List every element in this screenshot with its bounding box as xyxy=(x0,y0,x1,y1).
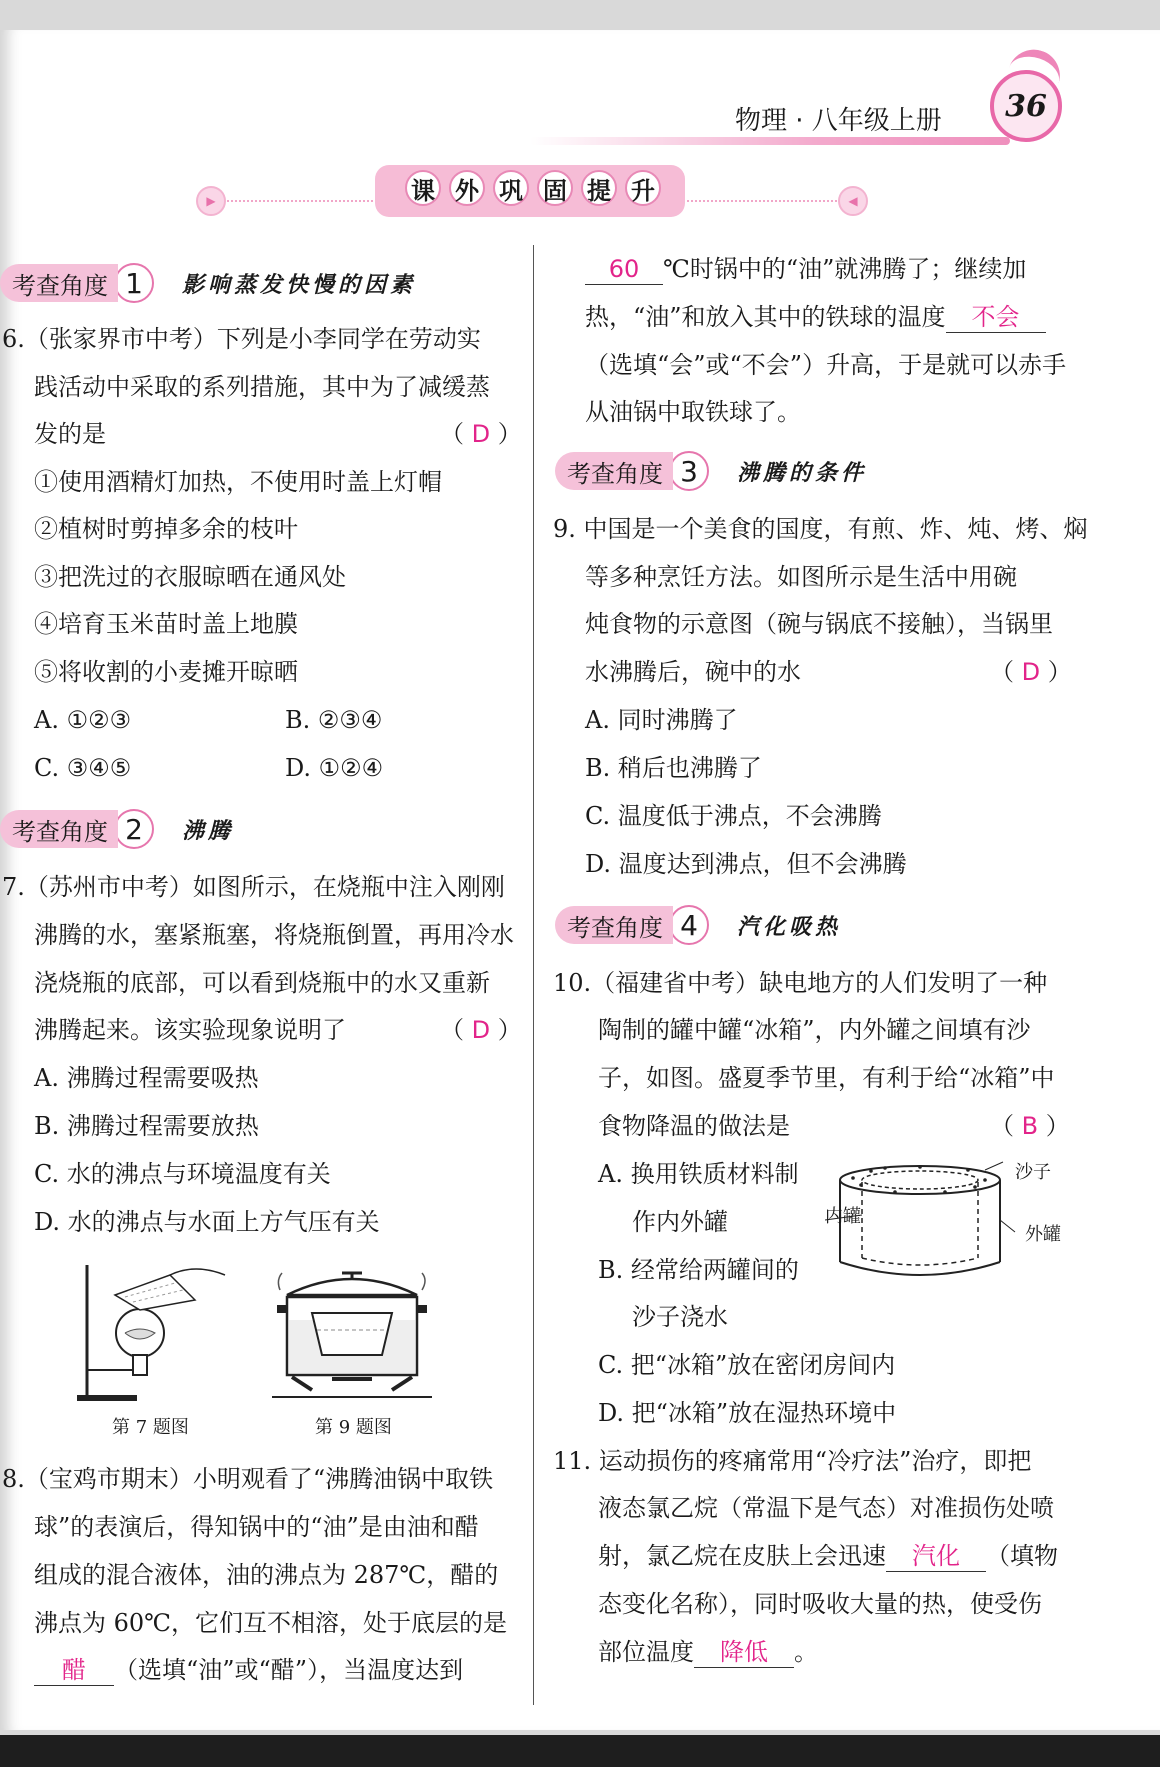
banner-char: 固 xyxy=(537,170,573,206)
q10-answer-paren: （ B ） xyxy=(990,1112,1070,1140)
q10-option: B. 经常给两罐间的 xyxy=(598,1256,799,1284)
q9-text: 9. 中国是一个美食的国度，有煎、炸、炖、烤、焖 xyxy=(553,515,1088,543)
q7-option: A. 沸腾过程需要吸热 xyxy=(34,1064,259,1092)
section-number: 1 xyxy=(114,263,154,303)
q6-answer: D xyxy=(471,420,491,448)
q10-text: 食物降温的做法是 xyxy=(598,1112,790,1140)
page-number: 36 xyxy=(990,70,1062,142)
q6-item: ②植树时剪掉多余的枝叶 xyxy=(34,515,298,543)
q11-blank2: 降低 xyxy=(694,1637,794,1668)
q10-option: C. 把“冰箱”放在密闭房间内 xyxy=(598,1351,896,1379)
q10-text: 子，如图。盛夏季节里，有利于给“冰箱”中 xyxy=(598,1064,1055,1092)
q6-item: ③把洗过的衣服晾晒在通风处 xyxy=(34,563,346,591)
banner-char: 外 xyxy=(449,170,485,206)
q6-option: D. ①②④ xyxy=(285,754,384,782)
q8-text: （选填“油”或“醋”），当温度达到 xyxy=(114,1656,464,1684)
fig9-caption: 第 9 题图 xyxy=(315,1417,392,1438)
fig7-caption: 第 7 题图 xyxy=(112,1417,189,1438)
q8-text: （选填“会”或“不会”）升高，于是就可以赤手 xyxy=(585,351,1067,379)
bottom-bar xyxy=(0,1735,1160,1767)
q8-text: 从油锅中取铁球了。 xyxy=(585,398,801,426)
fig10-label-sand: 沙子 xyxy=(1015,1162,1051,1183)
q11-text: 11. 运动损伤的疼痛常用“冷疗法”治疗，即把 xyxy=(553,1447,1032,1475)
section-number: 2 xyxy=(114,809,154,849)
q6-option: B. ②③④ xyxy=(285,706,383,734)
section-tag-3 xyxy=(555,450,867,492)
q6-answer-paren: （ D ） xyxy=(440,420,522,448)
q8-blank2: 60 xyxy=(585,254,663,285)
banner-char: 升 xyxy=(625,170,661,206)
q11-blank1: 汽化 xyxy=(886,1541,986,1572)
pot-figure-icon xyxy=(272,1265,432,1405)
q11-text: 态变化名称），同时吸收大量的热，使受伤 xyxy=(598,1590,1042,1618)
q10-text: 10.（福建省中考）缺电地方的人们发明了一种 xyxy=(553,969,1048,997)
section-label: 考查角度 xyxy=(0,264,118,302)
q7-text: 7.（苏州市中考）如图所示，在烧瓶中注入刚刚 xyxy=(2,873,505,901)
q8-text: 8.（宝鸡市期末）小明观看了“沸腾油锅中取铁 xyxy=(2,1465,494,1493)
banner-char: 课 xyxy=(405,170,441,206)
q9-text: 等多种烹饪方法。如图所示是生活中用碗 xyxy=(585,563,1017,591)
book-title: 物理 · 八年级上册 xyxy=(735,106,942,136)
q9-answer-paren: （ D ） xyxy=(990,658,1072,686)
fig10-label-outer: 外罐 xyxy=(1025,1224,1061,1245)
section-label: 考查角度 xyxy=(555,452,673,490)
q7-answer: D xyxy=(471,1016,491,1044)
q6-text: 发的是 xyxy=(34,420,106,448)
q7-option: C. 水的沸点与环境温度有关 xyxy=(34,1160,331,1188)
q10-option: D. 把“冰箱”放在湿热环境中 xyxy=(598,1399,897,1427)
q8-text: 热，“油”和放入其中的铁球的温度 xyxy=(585,303,946,331)
q8-blank1: 醋 xyxy=(34,1655,114,1686)
header-underline xyxy=(530,137,1010,145)
section-number: 4 xyxy=(669,905,709,945)
q9-option: D. 温度达到沸点，但不会沸腾 xyxy=(585,850,907,878)
q9-option: A. 同时沸腾了 xyxy=(585,706,738,734)
q11-text-line5 xyxy=(598,1635,818,1669)
q8-text: 组成的混合液体，油的沸点为 287℃，醋的 xyxy=(34,1561,499,1589)
fig10-label-inner: 内罐 xyxy=(825,1206,861,1227)
section-tag-4 xyxy=(555,904,841,946)
q7-answer-paren: （ D ） xyxy=(440,1016,522,1044)
q6-option: A. ①②③ xyxy=(34,706,132,734)
q8-text-line6 xyxy=(585,252,1026,286)
q10-option: A. 换用铁质材料制 xyxy=(598,1160,799,1188)
banner-left-arrow-icon: ▶ xyxy=(196,186,226,216)
q10-option: 沙子浇水 xyxy=(632,1303,728,1331)
q6-item: ⑤将收割的小麦摊开晾晒 xyxy=(34,658,298,686)
q9-option: C. 温度低于沸点，不会沸腾 xyxy=(585,802,882,830)
q6-text: 6.（张家界市中考）下列是小李同学在劳动实 xyxy=(2,325,481,353)
q11-text: 。 xyxy=(794,1638,818,1666)
q11-text: 液态氯乙烷（常温下是气态）对准损伤处喷 xyxy=(598,1494,1054,1522)
flask-figure-icon xyxy=(75,1255,230,1405)
q7-text: 浇烧瓶的底部，可以看到烧瓶中的水又重新 xyxy=(34,969,490,997)
q10-answer: B xyxy=(1021,1112,1039,1140)
banner-right-arrow-icon: ◀ xyxy=(838,186,868,216)
q6-item: ④培育玉米苗时盖上地膜 xyxy=(34,610,298,638)
q7-option: B. 沸腾过程需要放热 xyxy=(34,1112,259,1140)
section-label: 考查角度 xyxy=(555,906,673,944)
q8-text: ℃时锅中的“油”就沸腾了；继续加 xyxy=(663,255,1027,283)
q7-text: 沸腾起来。该实验现象说明了 xyxy=(34,1016,346,1044)
section-title: 影响蒸发快慢的因素 xyxy=(182,271,417,298)
q8-text-line7 xyxy=(585,300,1046,334)
q9-answer: D xyxy=(1021,658,1041,686)
q6-item: ①使用酒精灯加热，不使用时盖上灯帽 xyxy=(34,468,442,496)
q7-option: D. 水的沸点与水面上方气压有关 xyxy=(34,1208,380,1236)
q8-text-line5 xyxy=(34,1653,463,1687)
section-title: 沸腾的条件 xyxy=(737,459,868,486)
section-title: 汽化吸热 xyxy=(737,913,842,940)
q6-text: 践活动中采取的系列措施，其中为了减缓蒸 xyxy=(34,373,490,401)
banner-char: 巩 xyxy=(493,170,529,206)
section-banner xyxy=(405,170,661,206)
q10-text: 陶制的罐中罐“冰箱”，内外罐之间填有沙 xyxy=(598,1016,1031,1044)
q8-text: 球”的表演后，得知锅中的“油”是由油和醋 xyxy=(34,1513,479,1541)
q10-option: 作内外罐 xyxy=(632,1208,728,1236)
q8-text: 沸点为 60℃，它们互不相溶，处于底层的是 xyxy=(34,1609,508,1637)
q9-text: 水沸腾后，碗中的水 xyxy=(585,658,801,686)
section-number: 3 xyxy=(669,451,709,491)
q11-text: 射，氯乙烷在皮肤上会迅速 xyxy=(598,1542,886,1570)
column-divider xyxy=(533,245,534,1705)
section-tag-1 xyxy=(0,262,416,304)
q11-text: 部位温度 xyxy=(598,1638,694,1666)
section-title: 沸腾 xyxy=(182,817,235,844)
q8-blank3: 不会 xyxy=(946,302,1046,333)
q6-option: C. ③④⑤ xyxy=(34,754,132,782)
section-label: 考查角度 xyxy=(0,810,118,848)
q9-text: 炖食物的示意图（碗与锅底不接触），当锅里 xyxy=(585,610,1053,638)
section-tag-2 xyxy=(0,808,234,850)
banner-char: 提 xyxy=(581,170,617,206)
q11-text-line3 xyxy=(598,1539,1058,1573)
q7-text: 沸腾的水，塞紧瓶塞，将烧瓶倒置，再用冷水 xyxy=(34,921,514,949)
q11-text: （填物 xyxy=(986,1542,1058,1570)
q9-option: B. 稍后也沸腾了 xyxy=(585,754,762,782)
